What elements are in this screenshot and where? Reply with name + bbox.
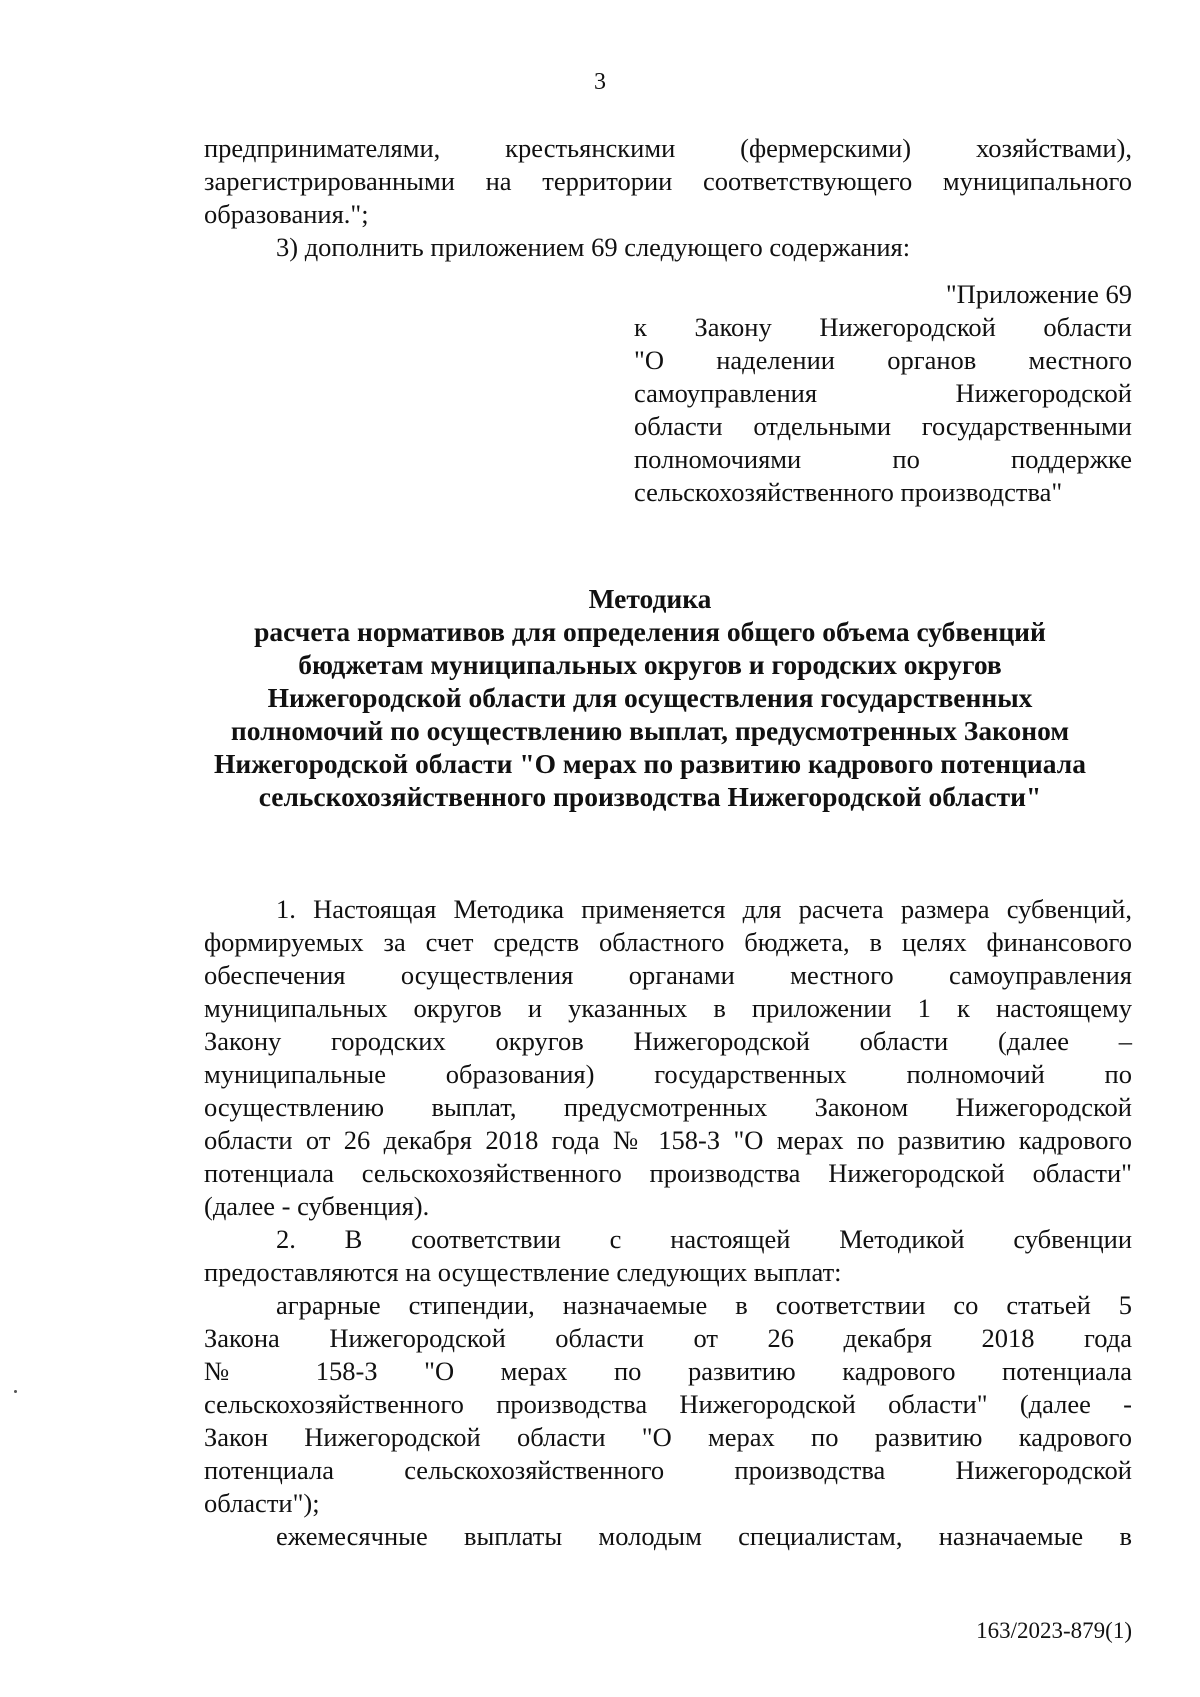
text-line: Закона Нижегородской области от 26 декабря 2018 года bbox=[204, 1323, 1132, 1353]
text-line: образования."; bbox=[204, 199, 369, 229]
appendix-line: полномочиями по поддержке bbox=[634, 444, 1132, 474]
document-code: 163/2023-879(1) bbox=[976, 1618, 1132, 1643]
text-line: формируемых за счет средств областного бюджета, в целях финансового bbox=[204, 927, 1132, 957]
text-line: № 158-З "О мерах по развитию кадрового потенциала bbox=[204, 1356, 1132, 1386]
text-line: области от 26 декабря 2018 года № 158-З "О мерах по развитию кадрового bbox=[204, 1125, 1132, 1155]
scan-speck bbox=[14, 1390, 17, 1393]
text-line: зарегистрированными на территории соответствующего муниципального bbox=[204, 166, 1132, 196]
title-line: Нижегородской области для осуществления государственных bbox=[267, 682, 1033, 713]
appendix-title: "Приложение 69 bbox=[945, 279, 1132, 309]
text-line: 2. В соответствии с настоящей Методикой субвенции bbox=[276, 1224, 1132, 1254]
document-title bbox=[150, 582, 1150, 813]
text-line: сельскохозяйственного производства Нижегородской области" (далее - bbox=[204, 1389, 1132, 1419]
text-line: аграрные стипендии, назначаемые в соответствии со статьей 5 bbox=[276, 1290, 1132, 1320]
title-line: расчета нормативов для определения общего объема субвенций bbox=[254, 616, 1046, 647]
text-line: Закону городских округов Нижегородской области (далее – bbox=[204, 1026, 1132, 1056]
appendix-line: самоуправления Нижегородской bbox=[634, 378, 1132, 408]
title-line: сельскохозяйственного производства Нижегородской области" bbox=[258, 781, 1042, 812]
text-line: потенциала сельскохозяйственного производства Нижегородской bbox=[204, 1455, 1132, 1485]
text-line: муниципальных округов и указанных в приложении 1 к настоящему bbox=[204, 993, 1132, 1023]
text-line: предпринимателями, крестьянскими (фермерскими) хозяйствами), bbox=[204, 133, 1132, 163]
text-line: ежемесячные выплаты молодым специалистам, назначаемые в bbox=[276, 1521, 1132, 1551]
text-line: области"); bbox=[204, 1488, 320, 1518]
text-line: Закон Нижегородской области "О мерах по развитию кадрового bbox=[204, 1422, 1132, 1452]
appendix-line: "О наделении органов местного bbox=[634, 345, 1132, 375]
page-number: 3 bbox=[594, 69, 606, 95]
paragraph-2 bbox=[204, 1223, 1132, 1289]
text-line: (далее - субвенция). bbox=[204, 1191, 430, 1221]
title-line: Нижегородской области "О мерах по развитию кадрового потенциала bbox=[214, 748, 1086, 779]
item-3-line: 3) дополнить приложением 69 следующего содержания: bbox=[276, 232, 911, 262]
appendix-line: к Закону Нижегородской области bbox=[634, 312, 1132, 342]
text-line: 1. Настоящая Методика применяется для расчета размера субвенций, bbox=[276, 894, 1132, 924]
appendix-line: сельскохозяйственного производства" bbox=[634, 477, 1063, 507]
title-line: Методика bbox=[588, 583, 712, 614]
paragraph-3 bbox=[204, 1289, 1132, 1520]
paragraph-4 bbox=[204, 1520, 1132, 1553]
appendix-reference bbox=[634, 278, 1132, 509]
paragraph-1 bbox=[204, 893, 1132, 1223]
appendix-line: области отдельными государственными bbox=[634, 411, 1132, 441]
text-line: потенциала сельскохозяйственного производства Нижегородской области" bbox=[204, 1158, 1132, 1188]
text-line: осуществлению выплат, предусмотренных Законом Нижегородской bbox=[204, 1092, 1132, 1122]
title-line: полномочий по осуществлению выплат, предусмотренных Законом bbox=[230, 715, 1070, 746]
text-line: муниципальные образования) государственных полномочий по bbox=[204, 1059, 1132, 1089]
text-line: обеспечения осуществления органами местного самоуправления bbox=[204, 960, 1132, 990]
text-line: предоставляются на осуществление следующих выплат: bbox=[204, 1257, 842, 1287]
title-line: бюджетам муниципальных округов и городских округов bbox=[298, 649, 1002, 680]
intro-paragraph bbox=[204, 132, 1132, 264]
